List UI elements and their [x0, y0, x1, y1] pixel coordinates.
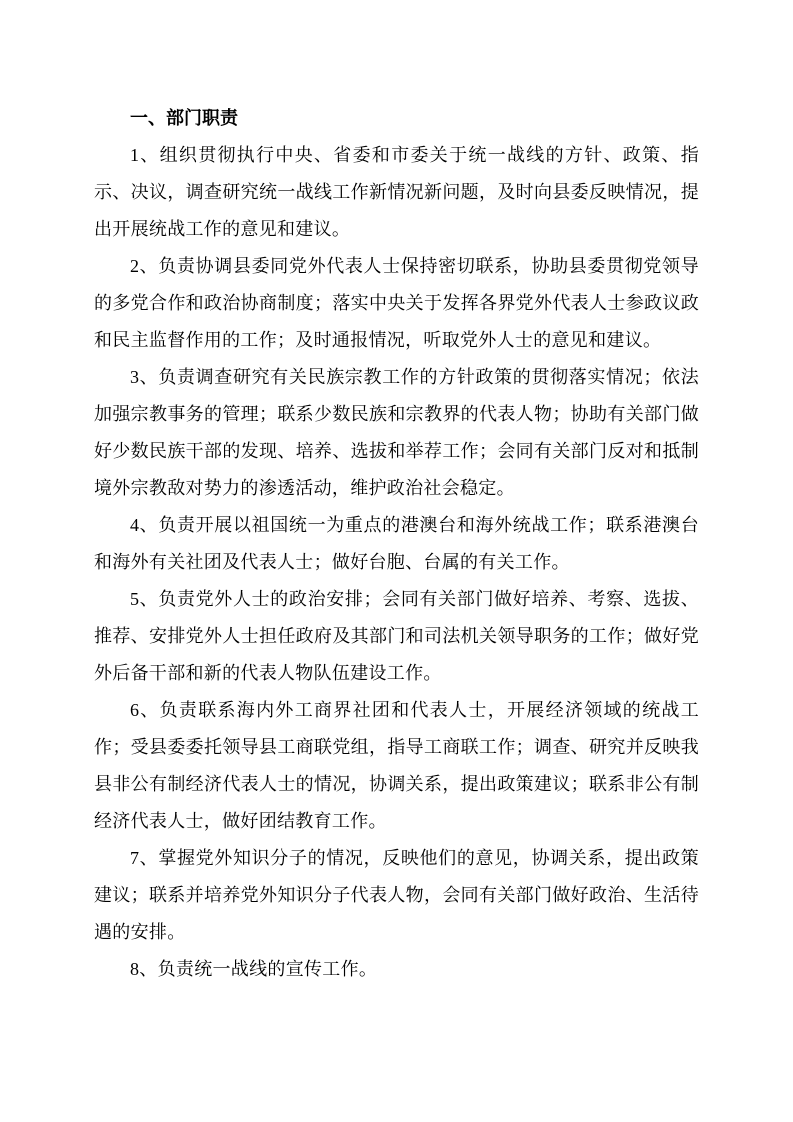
paragraph-duty-4: 4、负责开展以祖国统一为重点的港澳台和海外统战工作；联系港澳台和海外有关社团及代表人士；做好台胞、台属的有关工作。	[94, 515, 699, 572]
paragraph-duty-3: 3、负责调查研究有关民族宗教工作的方针政策的贯彻落实情况；依法加强宗教事务的管理；联系少数民族和宗教界的代表人物；协助有关部门做好少数民族干部的发现、培养、选拔和举荐工作；会同有关部门反对和抵制境外宗教敌对势力的渗透活动，维护政治社会稳定。	[94, 367, 699, 498]
paragraph-duty-8: 8、负责统一战线的宣传工作。	[130, 959, 378, 979]
paragraph-duty-6: 6、负责联系海内外工商界社团和代表人士，开展经济领域的统战工作；受县委委托领导县工商联党组，指导工商联工作；调查、研究并反映我县非公有制经济代表人士的情况，协调关系，提出政策建议；联系非公有制经济代表人士，做好团结教育工作。	[94, 700, 699, 831]
paragraph-duty-2: 2、负责协调县委同党外代表人士保持密切联系，协助县委贯彻党领导的多党合作和政治协商制度；落实中央关于发挥各界党外代表人士参政议政和民主监督作用的工作；及时通报情况，听取党外人士的意见和建议。	[94, 256, 699, 350]
paragraph-duty-7: 7、掌握党外知识分子的情况，反映他们的意见，协调关系，提出政策建议；联系并培养党外知识分子代表人物，会同有关部门做好政治、生活待遇的安排。	[94, 848, 699, 942]
paragraph-duty-1: 1、组织贯彻执行中央、省委和市委关于统一战线的方针、政策、指示、决议，调查研究统一战线工作新情况新问题，及时向县委反映情况，提出开展统战工作的意见和建议。	[94, 145, 699, 239]
paragraph-duty-5: 5、负责党外人士的政治安排；会同有关部门做好培养、考察、选拔、推荐、安排党外人士担任政府及其部门和司法机关领导职务的工作；做好党外后备干部和新的代表人物队伍建设工作。	[94, 589, 699, 683]
section-heading: 一、部门职责	[130, 108, 238, 128]
